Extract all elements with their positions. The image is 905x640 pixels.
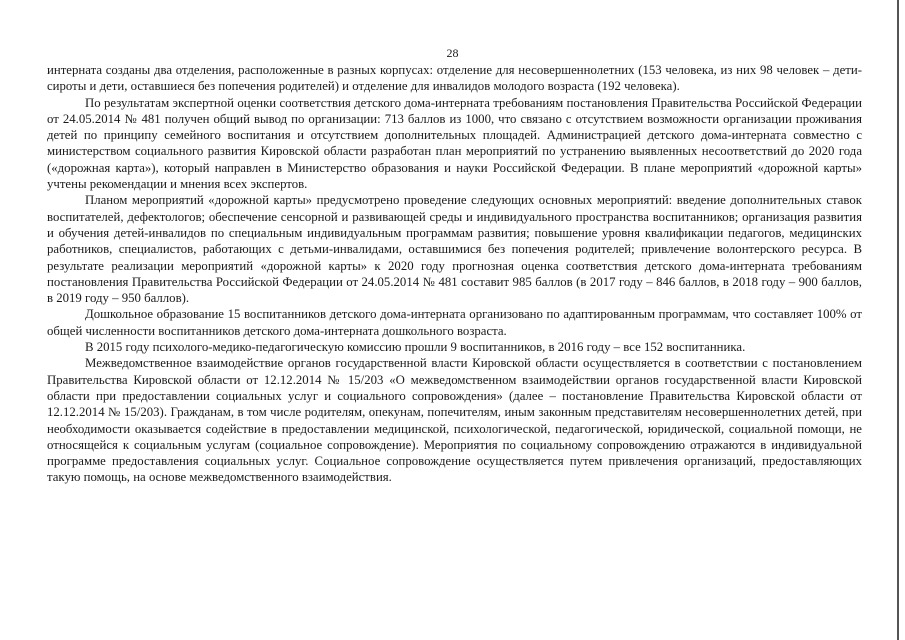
paragraph-preschool-education: Дошкольное образование 15 воспитанников детского дома-интерната организовано по адаптированным программам, что составляет 100% от общей численности воспитанников детского дома-интерната дошкольного возраста. (47, 307, 862, 338)
paragraph-expert-assessment: По результатам экспертной оценки соответствия детского дома-интерната требованиям постановления Правительства Российской Федерации от 24.05.2014 № 481 получен общий вывод по организации: 713 баллов из 1000, что связано с отсутствием возможности организации проживания детей по принципу семейного воспитания и отсутствием дополнительных площадей. Администрацией детского дома-интерната совместно с министерством социального развития Кировской области разработан план мероприятий по устранению выявленных несоответствий до 2020 года («дорожная карта»), который направлен в Министерство образования и науки Российской Федерации. В плане мероприятий «дорожной карты» учтены рекомендации и мнения всех экспертов. (47, 95, 862, 192)
paragraph-roadmap-measures: Планом мероприятий «дорожной карты» предусмотрено проведение следующих основных мероприятий: введение дополнительных ставок воспитателей, дефектологов; обеспечение сенсорной и развивающей среды и индивидуального пространства воспитанников; организация развития и обучения детей-инвалидов по специальным индивидуальным программам развития; повышение уровня квалификации педагогов, медицинских работников, специалистов, работающих с детьми-инвалидами, оставшимися без попечения родителей; привлечение волонтерского ресурса. В результате реализации мероприятий «дорожной карты» к 2020 году прогнозная оценка соответствия детского дома-интерната требованиям постановления Правительства Российской Федерации от 24.05.2014 № 481 составит 985 баллов (в 2017 году – 846 баллов, в 2018 году – 900 баллов, в 2019 году – 950 баллов). (47, 193, 862, 306)
page-edge-line (897, 0, 899, 640)
body-text (47, 62, 862, 486)
paragraph-continuation: интерната созданы два отделения, расположенные в разных корпусах: отделение для несовершеннолетних (153 человека, из них 98 человек – дети-сироты и дети, оставшиеся без попечения родителей) и отделение для инвалидов молодого возраста (192 человека). (47, 63, 862, 94)
paragraph-interagency-cooperation: Межведомственное взаимодействие органов государственной власти Кировской области осуществляется в соответствии с постановлением Правительства Кировской области от 12.12.2014 № 15/203 «О межведомственном взаимодействии органов государственной власти Кировской области при предоставлении социальных услуг и социального сопровождения» (далее – постановление Правительства Кировской области от 12.12.2014 № 15/203). Гражданам, в том числе родителям, опекунам, попечителям, иным законным представителям несовершеннолетних детей, при необходимости оказывается содействие в предоставлении медицинской, психологической, педагогической, юридической, социальной помощи, не относящейся к социальным услугам (социальное сопровождение). Мероприятия по социальному сопровождению отражаются в индивидуальной программе предоставления социальных услуг. Социальное сопровождение осуществляется путем привлечения организаций, предоставляющих такую помощь, на основе межведомственного взаимодействия. (47, 356, 862, 485)
paragraph-commission: В 2015 году психолого-медико-педагогическую комиссию прошли 9 воспитанников, в 2016 году – все 152 воспитанника. (85, 340, 746, 355)
page-number: 28 (446, 46, 459, 60)
